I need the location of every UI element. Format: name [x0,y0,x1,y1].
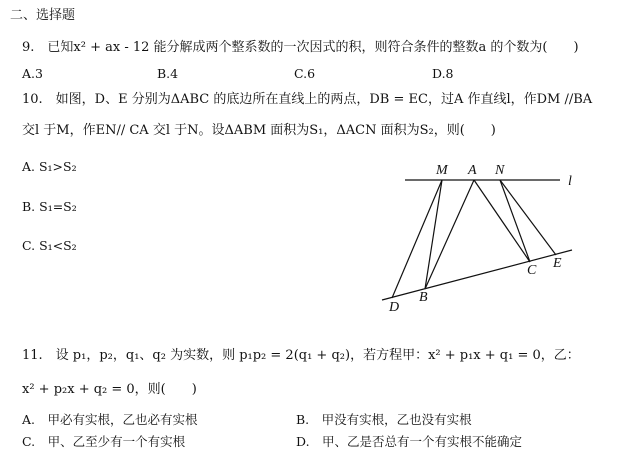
q10-option-b: B. S₁=S₂ [22,199,77,214]
segment-ne [500,180,556,255]
label-b: B [419,290,428,305]
label-a: A [468,163,477,178]
segment-ac [474,180,530,262]
q9-option-c: C.6 [294,66,316,81]
label-l: l [568,174,572,189]
question-11-line1: 11. 设 p₁，p₂，q₁、q₂ 为实数，则 p₁p₂ = 2(q₁ + q₂)，若方程甲：x² + p₁x + q₁ = 0，乙： [22,348,580,363]
q11-option-b: B. 甲没有实根，乙也没有实根 [296,412,472,427]
label-n: N [495,163,505,178]
question-9-stem: 9. 已知x² + ax - 12 能分解成两个整系数的一次因式的积，则符合条件的整数a 的个数为( ) [22,40,579,55]
q11-option-a: A. 甲必有实根，乙也必有实根 [22,412,198,427]
q11-option-d: D. 甲、乙是否总有一个有实根不能确定 [296,434,523,449]
q11-option-c: C. 甲、乙至少有一个有实根 [22,434,186,449]
segment-ab [425,180,474,289]
question-10-line1: 10. 如图，D、E 分别为ΔABC 的底边所在直线上的两点，DB = EC，过A 作直线l，作DM //BA [22,92,593,107]
q9-option-b: B.4 [157,66,179,81]
segment-mb [425,180,442,289]
label-m: M [436,163,448,178]
line-de [382,250,572,300]
question-11-line2: x² + p₂x + q₂ = 0，则( ) [22,382,197,397]
segment-md [392,180,442,298]
label-d: D [389,300,400,315]
label-e: E [553,256,562,271]
label-c: C [527,263,537,278]
q9-option-d: D.8 [432,66,454,81]
q9-option-a: A.3 [22,66,43,81]
segment-nc [500,180,530,262]
q10-option-c: C. S₁<S₂ [22,238,77,253]
question-10-line2: 交l 于M，作EN// CA 交l 于N。设ΔABM 面积为S₁，ΔACN 面积为S₂，则( ) [22,123,496,138]
q10-option-a: A. S₁>S₂ [22,159,77,174]
section-title: 二、选择题 [10,8,76,23]
